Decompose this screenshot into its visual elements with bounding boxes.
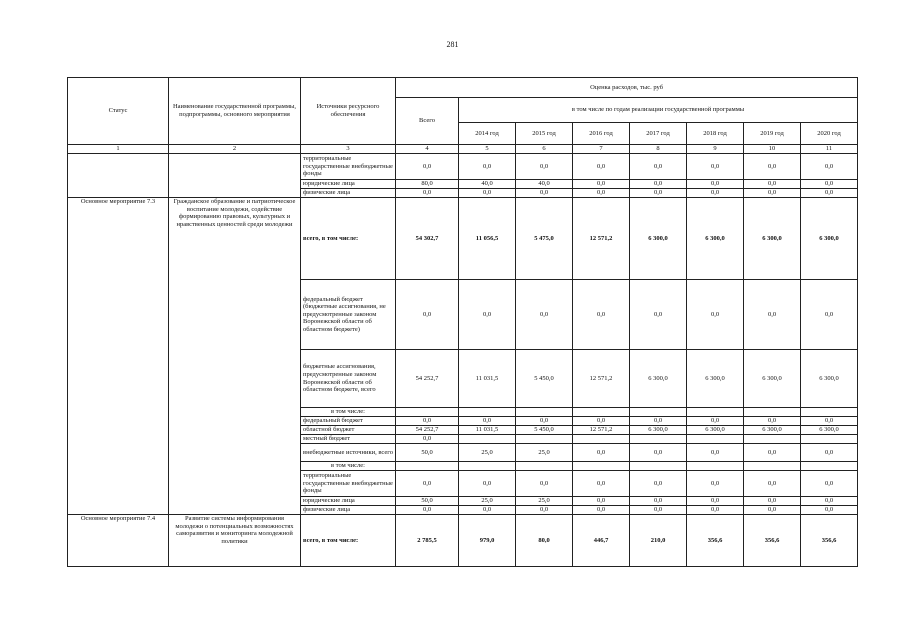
col-number: 2 [169,145,301,154]
value-cell: 40,0 [516,180,573,189]
value-cell: 0,0 [744,180,801,189]
value-cell: 0,0 [573,497,630,506]
table-row [68,198,858,280]
value-cell: 5 450,0 [516,426,573,435]
value-cell: 0,0 [459,280,516,350]
value-cell: 0,0 [573,471,630,497]
source-label: территориальные государственные внебюджетные фонды [301,471,396,497]
value-cell: 0,0 [801,189,858,198]
value-cell: 0,0 [687,471,744,497]
value-cell: 6 300,0 [744,350,801,408]
value-cell: 80,0 [516,515,573,567]
value-cell: 5 450,0 [516,350,573,408]
value-cell: 50,0 [396,444,459,462]
value-cell: 0,0 [396,417,459,426]
col-number: 11 [801,145,858,154]
value-cell: 6 300,0 [687,350,744,408]
value-cell [801,408,858,417]
source-label: в том числе: [301,462,396,471]
value-cell: 0,0 [630,280,687,350]
value-cell: 0,0 [744,444,801,462]
value-cell: 0,0 [687,280,744,350]
value-cell: 0,0 [630,506,687,515]
value-cell [516,435,573,444]
value-cell: 0,0 [516,471,573,497]
value-cell: 25,0 [459,444,516,462]
col-number: 10 [744,145,801,154]
value-cell [630,408,687,417]
header-name: Наименование государственной программы, подпрограммы, основного мероприятия [169,78,301,145]
value-cell [396,462,459,471]
value-cell: 0,0 [744,417,801,426]
header-year: 2016 год [573,123,630,145]
col-number: 5 [459,145,516,154]
value-cell: 0,0 [801,417,858,426]
value-cell: 0,0 [801,444,858,462]
source-label: физические лица [301,506,396,515]
value-cell: 0,0 [687,497,744,506]
col-number: 6 [516,145,573,154]
value-cell: 0,0 [396,189,459,198]
value-cell: 0,0 [630,154,687,180]
budget-table [67,77,858,567]
header-status: Статус [68,78,169,145]
value-cell: 0,0 [459,506,516,515]
value-cell: 0,0 [573,154,630,180]
value-cell: 0,0 [801,506,858,515]
value-cell: 0,0 [396,154,459,180]
value-cell: 0,0 [396,471,459,497]
value-cell [687,408,744,417]
value-cell: 25,0 [516,444,573,462]
value-cell: 0,0 [687,444,744,462]
value-cell [573,408,630,417]
value-cell: 0,0 [801,280,858,350]
value-cell: 11 031,5 [459,350,516,408]
value-cell: 0,0 [801,180,858,189]
value-cell [516,462,573,471]
value-cell: 12 571,2 [573,426,630,435]
value-cell [687,462,744,471]
value-cell: 210,0 [630,515,687,567]
value-cell: 0,0 [573,417,630,426]
source-label: федеральный бюджет [301,417,396,426]
value-cell: 6 300,0 [630,198,687,280]
value-cell: 0,0 [516,154,573,180]
value-cell [459,462,516,471]
value-cell: 356,6 [801,515,858,567]
col-number: 9 [687,145,744,154]
source-label: федеральный бюджет (бюджетные ассигнования, не предусмотренные законом Воронежской области об областном бюджете) [301,280,396,350]
value-cell: 5 475,0 [516,198,573,280]
table-row [68,515,858,567]
value-cell: 0,0 [573,506,630,515]
value-cell: 356,6 [744,515,801,567]
value-cell: 0,0 [516,189,573,198]
value-cell: 6 300,0 [801,198,858,280]
value-cell: 6 300,0 [744,198,801,280]
value-cell [396,408,459,417]
value-cell: 0,0 [744,189,801,198]
col-number: 1 [68,145,169,154]
value-cell: 2 785,5 [396,515,459,567]
source-label: бюджетные ассигнования, предусмотренные законом Воронежской области об областном бюджете, всего [301,350,396,408]
value-cell [573,462,630,471]
value-cell: 54 302,7 [396,198,459,280]
source-label: внебюджетные источники, всего [301,444,396,462]
value-cell: 0,0 [516,280,573,350]
value-cell [744,408,801,417]
value-cell: 979,0 [459,515,516,567]
header-estimate: Оценка расходов, тыс. руб [396,78,858,98]
value-cell [573,435,630,444]
value-cell: 54 252,7 [396,426,459,435]
value-cell: 0,0 [687,506,744,515]
source-label: юридические лица [301,180,396,189]
value-cell: 0,0 [573,180,630,189]
value-cell: 0,0 [744,506,801,515]
col-number: 3 [301,145,396,154]
activity-name: Развитие системы информирования молодежи о потенциальных возможностях саморазвития и мониторинга молодежной политики [169,515,301,567]
header-sources: Источники ресурсного обеспечения [301,78,396,145]
value-cell: 0,0 [396,435,459,444]
source-label: всего, в том числе: [301,198,396,280]
value-cell: 0,0 [459,417,516,426]
page-number: 281 [446,40,459,49]
value-cell: 0,0 [801,154,858,180]
value-cell: 6 300,0 [687,426,744,435]
activity-name: Гражданское образование и патриотическое воспитание молодежи, содействие формированию правовых, культурных и нравственных ценностей среди молодежи [169,198,301,515]
value-cell: 0,0 [573,280,630,350]
value-cell: 25,0 [516,497,573,506]
value-cell: 11 056,5 [459,198,516,280]
value-cell: 356,6 [687,515,744,567]
header-year: 2019 год [744,123,801,145]
value-cell: 0,0 [744,471,801,497]
value-cell: 25,0 [459,497,516,506]
value-cell: 54 252,7 [396,350,459,408]
value-cell: 0,0 [459,189,516,198]
value-cell: 0,0 [516,417,573,426]
value-cell: 0,0 [459,471,516,497]
value-cell: 0,0 [687,189,744,198]
value-cell [630,435,687,444]
table-row [68,154,858,180]
source-label: территориальные государственные внебюджетные фонды [301,154,396,180]
value-cell [687,435,744,444]
value-cell: 0,0 [459,154,516,180]
value-cell: 0,0 [516,506,573,515]
header-total: Всего [396,98,459,145]
value-cell: 0,0 [687,417,744,426]
value-cell [744,462,801,471]
value-cell [801,462,858,471]
source-label: физические лица [301,189,396,198]
value-cell: 6 300,0 [630,350,687,408]
value-cell: 6 300,0 [744,426,801,435]
value-cell: 6 300,0 [801,350,858,408]
header-year: 2015 год [516,123,573,145]
value-cell [516,408,573,417]
value-cell [744,435,801,444]
value-cell: 6 300,0 [801,426,858,435]
value-cell: 446,7 [573,515,630,567]
value-cell: 0,0 [744,280,801,350]
value-cell: 0,0 [801,497,858,506]
header-year: 2018 год [687,123,744,145]
value-cell: 0,0 [573,189,630,198]
value-cell: 0,0 [396,506,459,515]
value-cell [459,408,516,417]
header-year: 2017 год [630,123,687,145]
value-cell: 0,0 [630,180,687,189]
value-cell: 0,0 [687,154,744,180]
value-cell: 0,0 [744,497,801,506]
value-cell: 40,0 [459,180,516,189]
status-cell [68,154,169,198]
value-cell: 6 300,0 [630,426,687,435]
value-cell: 0,0 [630,444,687,462]
col-number: 8 [630,145,687,154]
value-cell: 0,0 [573,444,630,462]
value-cell: 0,0 [630,189,687,198]
source-label: юридические лица [301,497,396,506]
col-number: 7 [573,145,630,154]
header-year: 2020 год [801,123,858,145]
value-cell [459,435,516,444]
activity-status: Основное мероприятие 7.3 [68,198,169,515]
value-cell: 0,0 [687,180,744,189]
source-label: областной бюджет [301,426,396,435]
value-cell: 0,0 [630,471,687,497]
value-cell: 0,0 [630,417,687,426]
source-label: в том числе: [301,408,396,417]
value-cell: 12 571,2 [573,198,630,280]
value-cell: 11 031,5 [459,426,516,435]
name-cell [169,154,301,198]
value-cell: 0,0 [630,497,687,506]
value-cell [630,462,687,471]
source-label: всего, в том числе: [301,515,396,567]
value-cell: 0,0 [801,471,858,497]
header-year: 2014 год [459,123,516,145]
activity-status: Основное мероприятие 7.4 [68,515,169,567]
source-label: местный бюджет [301,435,396,444]
value-cell: 12 571,2 [573,350,630,408]
col-number: 4 [396,145,459,154]
value-cell: 0,0 [396,280,459,350]
value-cell [801,435,858,444]
header-by-years: в том числе по годам реализации государственной программы [459,98,858,123]
value-cell: 50,0 [396,497,459,506]
value-cell: 80,0 [396,180,459,189]
value-cell: 6 300,0 [687,198,744,280]
value-cell: 0,0 [744,154,801,180]
